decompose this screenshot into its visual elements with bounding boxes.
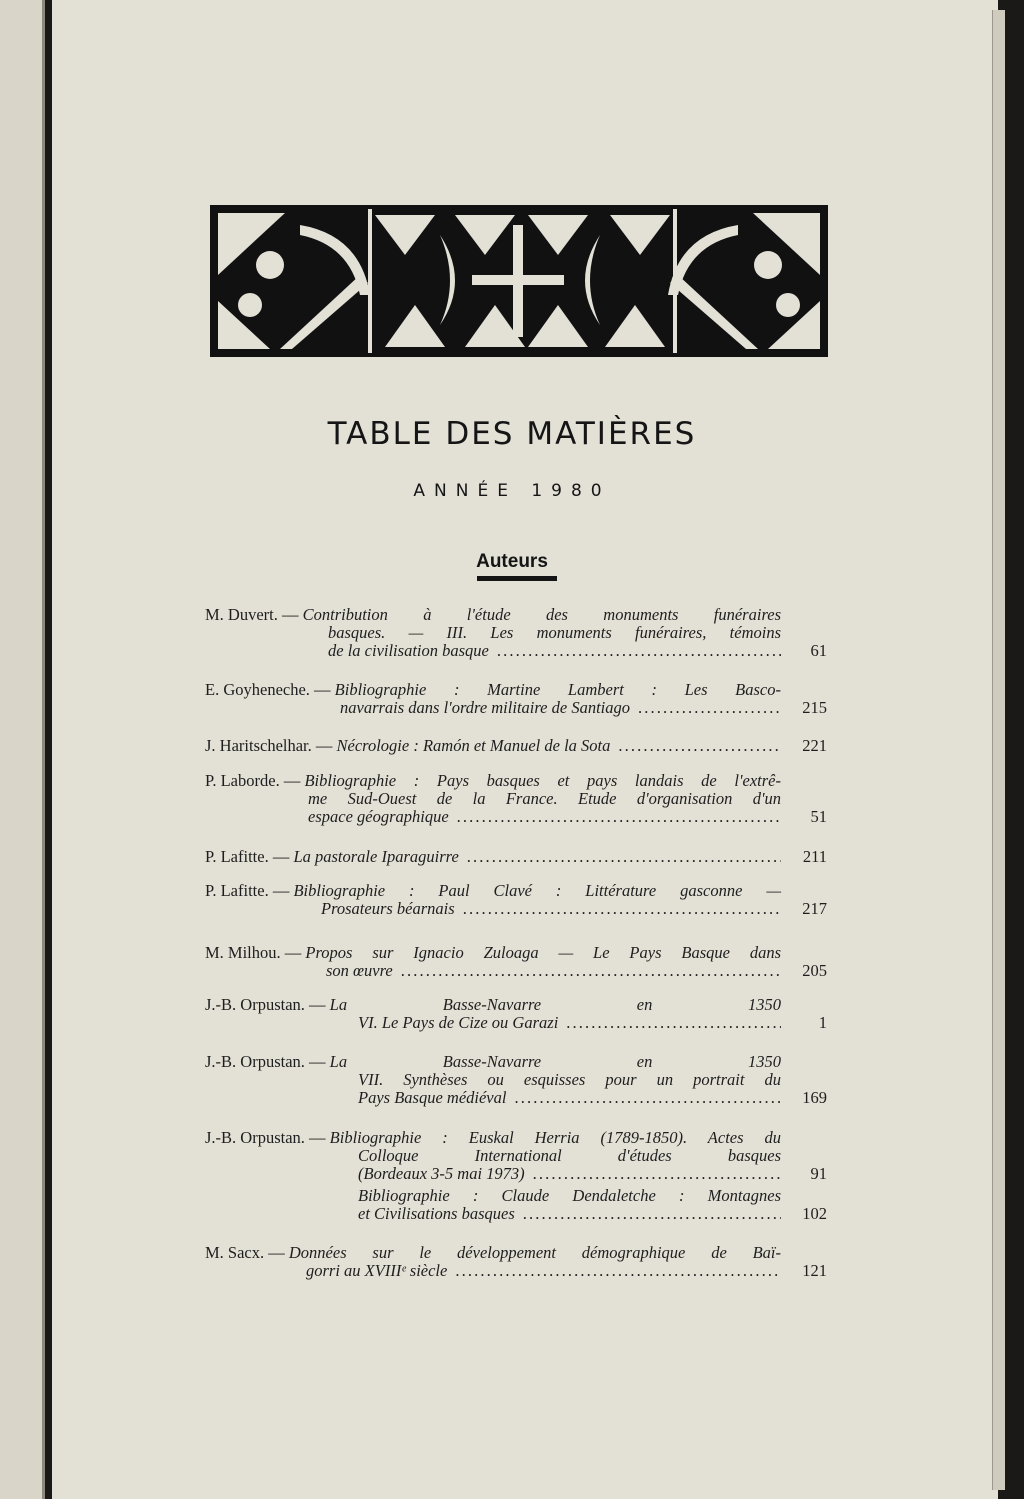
facing-page-edge — [0, 0, 45, 1499]
dot-leader — [618, 737, 781, 755]
entry-title-line: navarrais dans l'ordre militaire de Santiago — [340, 698, 630, 717]
entry-title-line: (Bordeaux 3-5 mai 1973) — [358, 1164, 525, 1183]
dot-leader — [467, 848, 781, 866]
entry-title-line: VI. Le Pays de Cize ou Garazi — [358, 1013, 559, 1032]
entry-author: M. Duvert. — — [205, 605, 303, 624]
entry-author: J.-B. Orpustan. — — [205, 995, 330, 1014]
section-underline — [477, 576, 557, 581]
toc-entry — [205, 848, 827, 866]
toc-entry — [205, 681, 827, 717]
page-number: 215 — [802, 698, 827, 717]
entry-author: P. Lafitte. — — [205, 847, 294, 866]
entry-title-line: Bibliographie : Claude Dendaletche : Montagnes — [358, 1186, 781, 1205]
page-number: 211 — [802, 847, 827, 866]
entry-title-line: Données sur le développement démographique de Baï- — [288, 1243, 781, 1262]
toc-entry — [205, 1129, 827, 1223]
dot-leader — [401, 962, 781, 980]
entry-title-line: basques. — III. Les monuments funéraires, témoins — [328, 623, 781, 642]
toc-entry — [205, 882, 827, 918]
entry-title-line: gorri au XVIIIᵉ siècle — [306, 1261, 448, 1280]
dot-leader — [497, 642, 781, 660]
entry-title-line: Contribution à l'étude des monuments funéraires — [302, 605, 781, 624]
entry-title-line: La pastorale Iparaguirre — [293, 847, 459, 866]
entry-title-line: Prosateurs béarnais — [321, 899, 455, 918]
toc-entry — [205, 1053, 827, 1107]
page-number: 61 — [810, 641, 827, 660]
entry-author: E. Goyheneche. — — [205, 680, 335, 699]
entry-title-line: de la civilisation basque — [328, 641, 489, 660]
year-subtitle: ANNÉE 1980 — [413, 481, 611, 501]
entry-title-line: son œuvre — [326, 961, 393, 980]
entry-author: J.-B. Orpustan. — — [205, 1128, 330, 1147]
toc-entry — [205, 737, 827, 755]
entry-author: J. Haritschelhar. — — [205, 736, 337, 755]
entry-author: P. Lafitte. — — [205, 881, 294, 900]
dot-leader — [533, 1165, 781, 1183]
entry-title-line: Bibliographie : Pays basques et pays landais de l'extrê- — [304, 771, 781, 790]
entry-title-line: et Civilisations basques — [358, 1204, 515, 1223]
toc-entry — [205, 606, 827, 660]
entry-author: M. Sacx. — — [205, 1243, 289, 1262]
dot-leader — [514, 1089, 781, 1107]
entry-title-line: Pays Basque médiéval — [358, 1088, 507, 1107]
toc-entry — [205, 1244, 827, 1280]
dot-leader — [455, 1262, 781, 1280]
dot-leader — [523, 1205, 781, 1223]
page-number: 102 — [802, 1204, 827, 1223]
entry-title-line: Colloque International d'études basques — [358, 1146, 781, 1165]
toc-entry — [205, 996, 827, 1032]
page-number: 169 — [802, 1088, 827, 1107]
entry-title-line: Bibliographie : Martine Lambert : Les Basco- — [334, 680, 781, 699]
entry-title-line: La Basse-Navarre en 1350 — [329, 1052, 781, 1071]
dot-leader — [566, 1014, 781, 1032]
entry-title-line: me Sud-Ouest de la France. Etude d'organisation d'un — [308, 789, 781, 808]
entry-title-line: Bibliographie : Paul Clavé : Littérature gasconne — — [293, 881, 781, 900]
entry-author: J.-B. Orpustan. — — [205, 1052, 330, 1071]
basque-ornament-banner — [210, 205, 828, 357]
toc-entry — [205, 944, 827, 980]
page-number: 205 — [802, 961, 827, 980]
entry-title-line: Bibliographie : Euskal Herria (1789-1850). Actes du — [329, 1128, 781, 1147]
page-number: 221 — [802, 736, 827, 755]
page-number: 91 — [810, 1164, 827, 1183]
page-number: 1 — [818, 1013, 827, 1032]
dot-leader — [638, 699, 781, 717]
dot-leader — [463, 900, 781, 918]
page-number: 217 — [802, 899, 827, 918]
dot-leader — [457, 808, 781, 826]
entry-title-line: espace géographique — [308, 807, 449, 826]
toc-entry — [205, 772, 827, 826]
page-title: TABLE DES MATIÈRES — [327, 416, 697, 452]
page-number: 51 — [810, 807, 827, 826]
entry-title-line: VII. Synthèses ou esquisses pour un portrait du — [358, 1070, 781, 1089]
entry-author: P. Laborde. — — [205, 771, 305, 790]
entry-author: M. Milhou. — — [205, 943, 306, 962]
page-number: 121 — [802, 1261, 827, 1280]
page-edge — [992, 10, 1005, 1490]
section-heading: Auteurs — [476, 551, 548, 572]
entry-title-line: Nécrologie : Ramón et Manuel de la Sota — [336, 736, 611, 755]
entry-title-line: Propos sur Ignacio Zuloaga — Le Pays Basque dans — [305, 943, 781, 962]
entry-title-line: La Basse-Navarre en 1350 — [329, 995, 781, 1014]
